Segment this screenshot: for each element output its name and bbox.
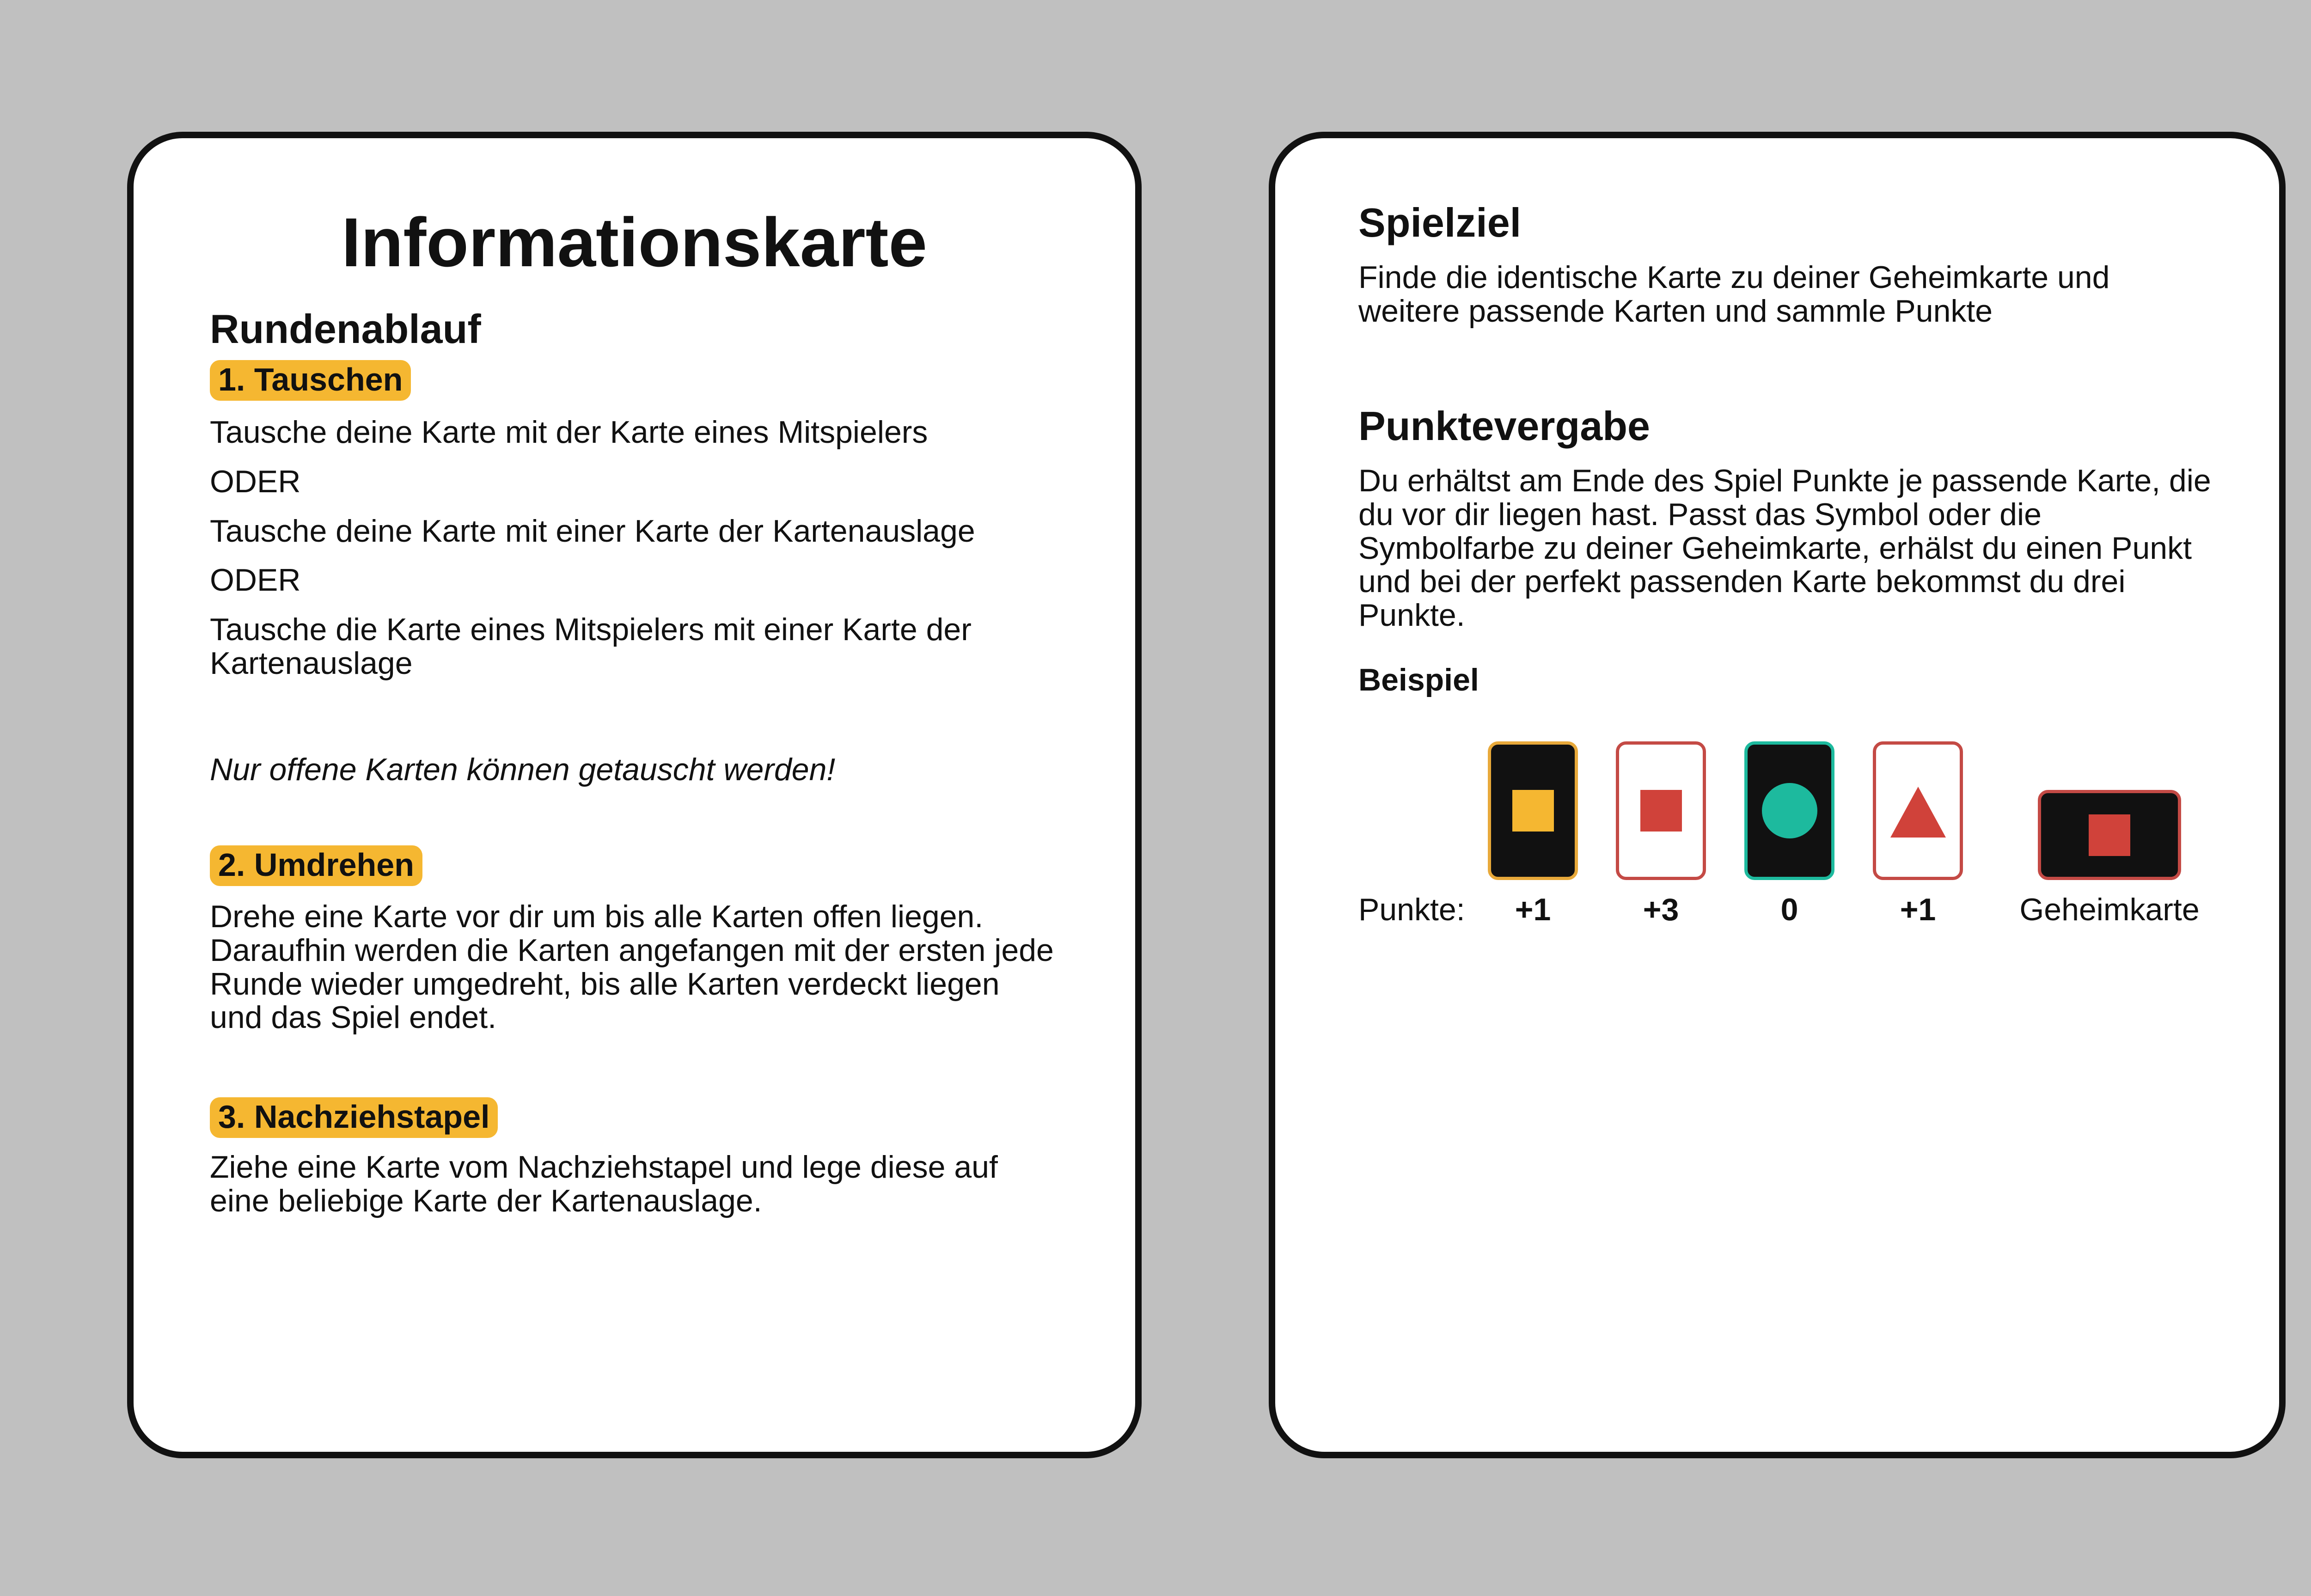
step-flip-text: Drehe eine Karte vor dir um bis alle Karten offen liegen. Daraufhin werden die Karten angefangen mit der ersten jede Runde wieder umgedreht, bis alle Karten verdeckt liegen und das Spiel endet. bbox=[210, 899, 1054, 1035]
points-title: Punktevergabe bbox=[1358, 403, 1650, 449]
score-card-2: +3 bbox=[1643, 892, 1679, 927]
score-card-4: +1 bbox=[1900, 892, 1936, 927]
triangle-icon bbox=[1888, 784, 1948, 840]
information-card-title: Informationskarte bbox=[342, 203, 927, 281]
step-draw-badge: 3. Nachziehstapel bbox=[210, 1097, 498, 1138]
square-icon bbox=[1512, 790, 1554, 832]
step-swap-badge: 1. Tauschen bbox=[210, 360, 411, 401]
circle-icon bbox=[1762, 783, 1817, 838]
example-card-black-yellow-square bbox=[1488, 741, 1578, 880]
secret-card-label: Geheimkarte bbox=[2019, 892, 2200, 927]
example-secret-card bbox=[2038, 790, 2181, 880]
swap-option-3: Tausche die Karte eines Mitspielers mit einer Karte der Kartenauslage bbox=[210, 612, 972, 681]
step-draw-text: Ziehe eine Karte vom Nachziehstapel und lege diese auf eine beliebige Karte der Kartenauslage. bbox=[210, 1150, 998, 1218]
points-text: Du erhältst am Ende des Spiel Punkte je passende Karte, die du vor dir liegen hast. Passt das Symbol oder die Symbolfarbe zu deiner Geheimkarte, erhälst du einen Punkt und bei der perfekt passenden Karte bekommst du drei Punkte. bbox=[1358, 463, 2211, 633]
square-icon bbox=[1640, 790, 1682, 832]
step-draw-badge-wrap bbox=[210, 1097, 498, 1138]
swap-note: Nur offene Karten können getauscht werden! bbox=[210, 752, 836, 787]
swap-option-1: Tausche deine Karte mit der Karte eines Mitspielers bbox=[210, 415, 928, 450]
information-card bbox=[127, 132, 1142, 1458]
step-swap-badge-wrap bbox=[210, 360, 411, 401]
square-icon bbox=[2089, 814, 2130, 856]
goal-text: Finde die identische Karte zu deiner Geheimkarte und weitere passende Karten und sammle Punkte bbox=[1358, 260, 2110, 329]
step-flip-badge-wrap bbox=[210, 845, 422, 886]
or-separator-2: ODER bbox=[210, 563, 301, 598]
swap-option-2: Tausche deine Karte mit einer Karte der Kartenauslage bbox=[210, 513, 975, 549]
step-flip-badge: 2. Umdrehen bbox=[210, 845, 422, 886]
goal-card bbox=[1269, 132, 2286, 1458]
or-separator-1: ODER bbox=[210, 464, 301, 499]
round-flow-title: Rundenablauf bbox=[210, 306, 481, 352]
goal-title: Spielziel bbox=[1358, 200, 1522, 245]
points-label: Punkte: bbox=[1358, 892, 1465, 927]
step-swap-text bbox=[210, 416, 1065, 680]
example-card-white-red-square bbox=[1616, 741, 1706, 880]
example-card-black-teal-circle bbox=[1744, 741, 1834, 880]
example-card-white-red-triangle bbox=[1873, 741, 1963, 880]
example-title: Beispiel bbox=[1358, 662, 1479, 697]
score-card-3: 0 bbox=[1780, 892, 1798, 927]
score-card-1: +1 bbox=[1515, 892, 1551, 927]
